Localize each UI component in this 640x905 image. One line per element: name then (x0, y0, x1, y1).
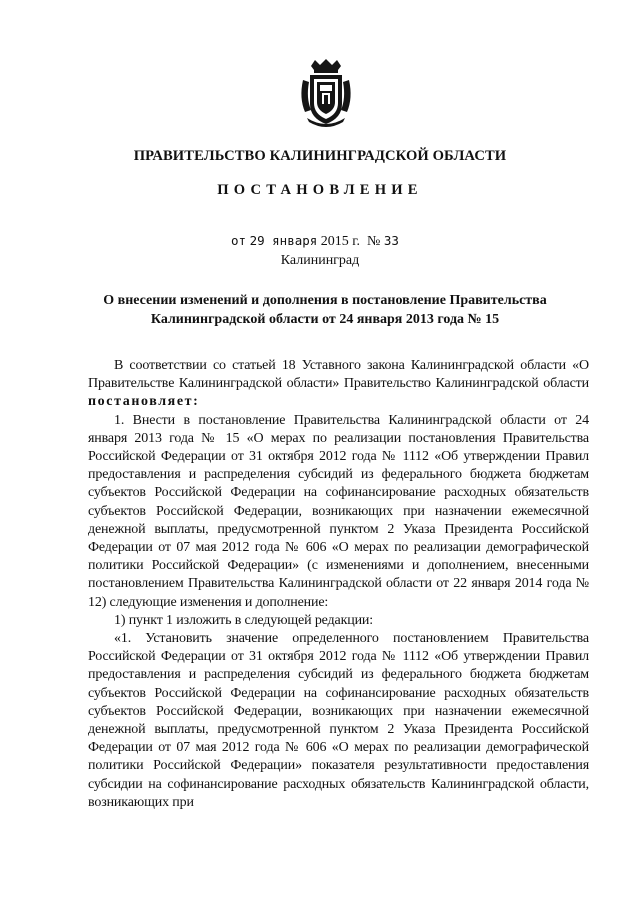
government-title: ПРАВИТЕЛЬСТВО КАЛИНИНГРАДСКОЙ ОБЛАСТИ (133, 148, 507, 164)
number-sign: № (366, 234, 381, 249)
document-body (88, 357, 589, 812)
decree-subject: О внесении изменений и дополнения в постановление Правительства Калининградской области от 24 января 2013 года № 15 (103, 293, 547, 327)
document-type-title: ПОСТАНОВЛЕНИЕ (217, 182, 423, 198)
body-paragraph-3: 1) пункт 1 изложить в следующей редакции: (114, 612, 374, 628)
coat-of-arms-emblem (297, 58, 355, 130)
body-paragraph-1 (88, 357, 589, 412)
body-paragraph-2: 1. Внести в постановление Правительства Калининградской области от 24 января 2013 года № 15 «О мерах по реализации постановления Правительства Российской Федерации от 31 октября 2012 года № 1112 «Об утверждении Правил предоставления и распределения субсидий из федерального бюджета бюджетам субъектов Российской Федерации на софинансирование расходных обязательств субъектов Российской Федерации, возникающих при назначении ежемесячной денежной выплаты, предусмотренной пунктом 2 Указа Президента Российской Федерации от 07 мая 2012 года № 606 «О мерах по реализации демографической политики Российской Федерации» (с изменениями и дополнением, внесенными постановлением Правительства Калининградской области от 22 января 2014 года № 12) следующие изменения и дополнение: (88, 412, 589, 610)
decree-date: 29 января (249, 233, 318, 248)
decree-number: 33 (383, 233, 399, 248)
body-paragraph-4: «1. Установить значение определенного постановлением Правительства Российской Федерации от 31 октября 2012 года № 1112 «Об утверждении Правил предоставления и распределения субсидий из федерального бюджета бюджетам субъектов Российской Федерации на софинансирование расходных обязательств субъектов Российской Федерации, возникающих при назначении ежемесячной денежной выплаты, предусмотренной пунктом 2 Указа Президента Российской Федерации от 07 мая 2012 года № 606 «О мерах по реализации демографической политики Российской Федерации» показателя результативности предоставления субсидии на софинансирование расходных обязательств Калининградской области, возникающих при (88, 631, 589, 810)
preamble-text: В соответствии со статьей 18 Уставного закона Калининградской области «О Правительстве Калининградской области» Правительство Калининградской области (88, 358, 589, 392)
date-prefix: от (231, 233, 247, 248)
date-number-line (231, 233, 399, 250)
city-name: Калининград (280, 253, 360, 268)
resolves-keyword: постановляет: (88, 394, 200, 410)
decree-year: 2015 г. (320, 234, 360, 249)
